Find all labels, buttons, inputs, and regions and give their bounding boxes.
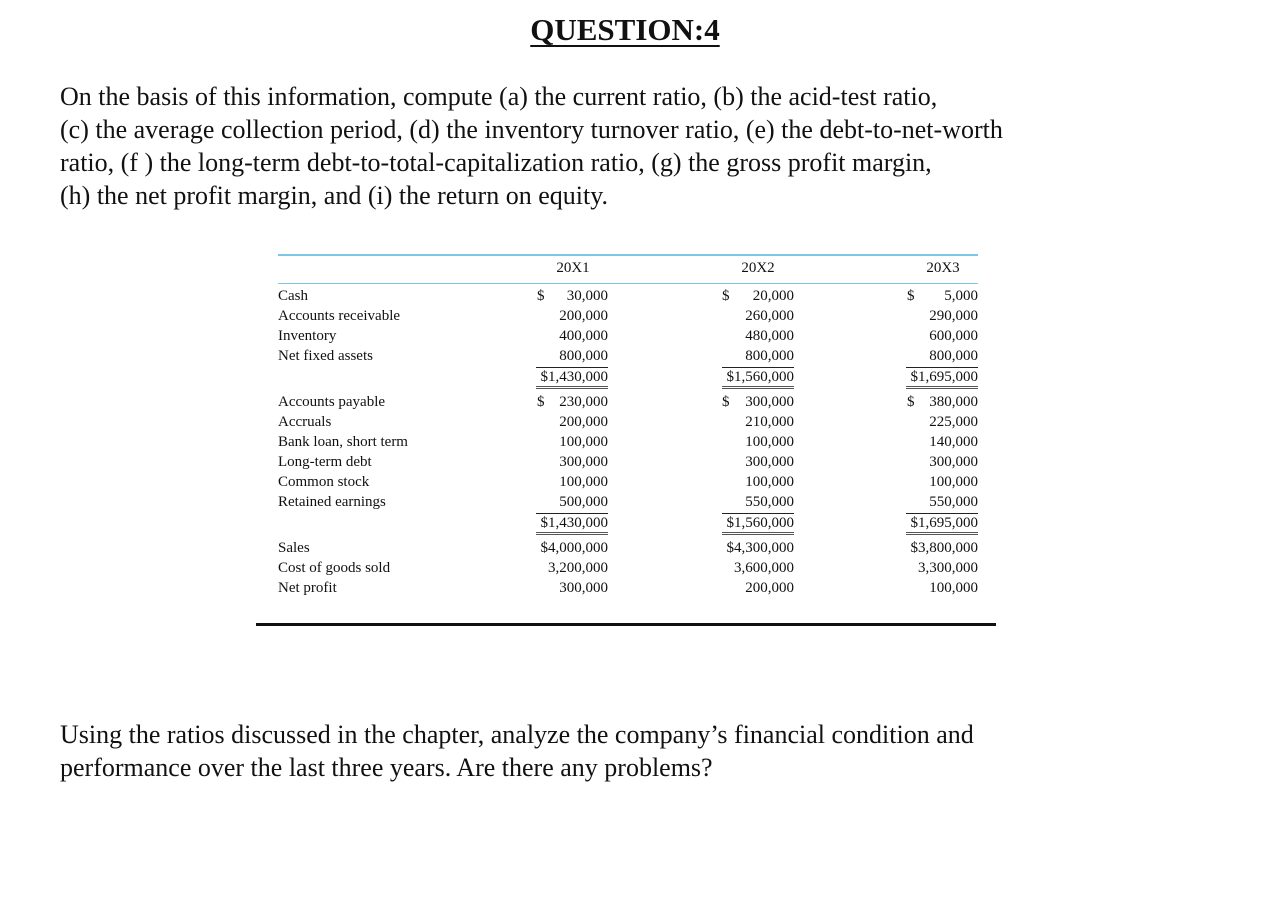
total-assets-20x1: $1,430,000 bbox=[536, 367, 608, 387]
year-header-2: 20X2 bbox=[741, 260, 775, 276]
year-header-1: 20X1 bbox=[556, 260, 590, 276]
dollar-sign: $ bbox=[537, 394, 545, 410]
total-assets-20x2: $1,560,000 bbox=[722, 367, 794, 387]
table-top-rule bbox=[278, 254, 978, 256]
cell-20x1: 3,200,000 bbox=[548, 560, 608, 576]
cell-20x2: 200,000 bbox=[745, 580, 794, 596]
total-liabilities-20x1: $1,430,000 bbox=[536, 513, 608, 533]
cell-20x1: 300,000 bbox=[559, 454, 608, 470]
dollar-sign: $ bbox=[537, 288, 545, 304]
cell-20x3: 550,000 bbox=[929, 494, 978, 510]
cell-20x3: 140,000 bbox=[929, 434, 978, 450]
total-liabilities-20x2: $1,560,000 bbox=[722, 513, 794, 533]
row-label: Cost of goods sold bbox=[278, 560, 391, 576]
cell-20x2: 20,000 bbox=[752, 288, 794, 304]
cell-20x2: 300,000 bbox=[745, 394, 794, 410]
row-label: Accounts payable bbox=[278, 394, 386, 410]
table-row-bank-loan bbox=[278, 432, 978, 452]
cell-20x3: 300,000 bbox=[929, 454, 978, 470]
row-label: Long-term debt bbox=[278, 454, 372, 470]
cell-20x3: 3,300,000 bbox=[918, 560, 978, 576]
instruction-line: ratio, (f ) the long-term debt-to-total-capitalization ratio, (g) the gross profit margin, bbox=[60, 148, 932, 177]
table-row-long-term-debt bbox=[278, 452, 978, 472]
year-header-3: 20X3 bbox=[926, 260, 960, 276]
dollar-sign: $ bbox=[722, 288, 730, 304]
table-row-net-profit bbox=[278, 578, 978, 598]
cell-20x3: 100,000 bbox=[929, 580, 978, 596]
cell-20x1: 300,000 bbox=[559, 580, 608, 596]
row-label: Bank loan, short term bbox=[278, 434, 408, 450]
dollar-sign: $ bbox=[907, 288, 915, 304]
header-rule bbox=[278, 283, 978, 284]
cell-20x1: 100,000 bbox=[559, 434, 608, 450]
cell-20x2: 300,000 bbox=[745, 454, 794, 470]
question-line: Using the ratios discussed in the chapter, analyze the company’s financial condition and bbox=[60, 720, 974, 749]
dollar-sign: $ bbox=[722, 394, 730, 410]
cell-20x2: 800,000 bbox=[745, 348, 794, 364]
table-row-accounts-receivable bbox=[278, 306, 978, 326]
cell-20x1: $4,000,000 bbox=[540, 540, 608, 556]
cell-20x2: 210,000 bbox=[745, 414, 794, 430]
cell-20x2: 550,000 bbox=[745, 494, 794, 510]
cell-20x3: 290,000 bbox=[929, 308, 978, 324]
table-row-accounts-payable bbox=[278, 392, 978, 412]
cell-20x3: 600,000 bbox=[929, 328, 978, 344]
table-row-sales bbox=[278, 538, 978, 558]
row-label: Common stock bbox=[278, 474, 370, 490]
cell-20x3: 225,000 bbox=[929, 414, 978, 430]
cell-20x2: 480,000 bbox=[745, 328, 794, 344]
table-row-retained-earnings bbox=[278, 492, 978, 512]
cell-20x2: 260,000 bbox=[745, 308, 794, 324]
cell-20x3: 380,000 bbox=[929, 394, 978, 410]
question-title: QUESTION:4 bbox=[530, 12, 720, 47]
cell-20x3: 100,000 bbox=[929, 474, 978, 490]
row-label: Accounts receivable bbox=[278, 308, 401, 324]
cell-20x1: 200,000 bbox=[559, 308, 608, 324]
instruction-line: (c) the average collection period, (d) the inventory turnover ratio, (e) the debt-to-net-worth bbox=[60, 115, 1003, 144]
row-label: Net profit bbox=[278, 580, 337, 596]
table-row-inventory bbox=[278, 326, 978, 346]
table-row-accruals bbox=[278, 412, 978, 432]
row-label: Cash bbox=[278, 288, 308, 304]
dollar-sign: $ bbox=[907, 394, 915, 410]
table-row-common-stock bbox=[278, 472, 978, 492]
cell-20x1: 100,000 bbox=[559, 474, 608, 490]
cell-20x2: 3,600,000 bbox=[734, 560, 794, 576]
row-label: Net fixed assets bbox=[278, 348, 373, 364]
table-row-cash bbox=[278, 286, 978, 306]
cell-20x1: 30,000 bbox=[566, 288, 608, 304]
instruction-line: (h) the net profit margin, and (i) the return on equity. bbox=[60, 181, 609, 210]
table-row-cost-of-goods-sold bbox=[278, 558, 978, 578]
row-label: Retained earnings bbox=[278, 494, 386, 510]
cell-20x1: 200,000 bbox=[559, 414, 608, 430]
cell-20x1: 400,000 bbox=[559, 328, 608, 344]
total-liabilities-20x3: $1,695,000 bbox=[906, 513, 978, 533]
cell-20x2: $4,300,000 bbox=[726, 540, 794, 556]
row-label: Inventory bbox=[278, 328, 337, 344]
cell-20x1: 500,000 bbox=[559, 494, 608, 510]
table-bottom-rule bbox=[256, 623, 996, 626]
row-label: Sales bbox=[278, 540, 310, 556]
question-line: performance over the last three years. Are there any problems? bbox=[60, 753, 713, 782]
cell-20x1: 230,000 bbox=[559, 394, 608, 410]
analysis-question bbox=[60, 718, 1240, 784]
cell-20x2: 100,000 bbox=[745, 434, 794, 450]
cell-20x3: 800,000 bbox=[929, 348, 978, 364]
cell-20x3: $3,800,000 bbox=[910, 540, 978, 556]
cell-20x2: 100,000 bbox=[745, 474, 794, 490]
cell-20x1: 800,000 bbox=[559, 348, 608, 364]
row-label: Accruals bbox=[278, 414, 332, 430]
total-assets-20x3: $1,695,000 bbox=[906, 367, 978, 387]
question-instructions bbox=[60, 80, 1240, 212]
instruction-line: On the basis of this information, compute (a) the current ratio, (b) the acid-test ratio, bbox=[60, 82, 938, 111]
cell-20x3: 5,000 bbox=[944, 288, 978, 304]
table-row-net-fixed-assets bbox=[278, 346, 978, 366]
